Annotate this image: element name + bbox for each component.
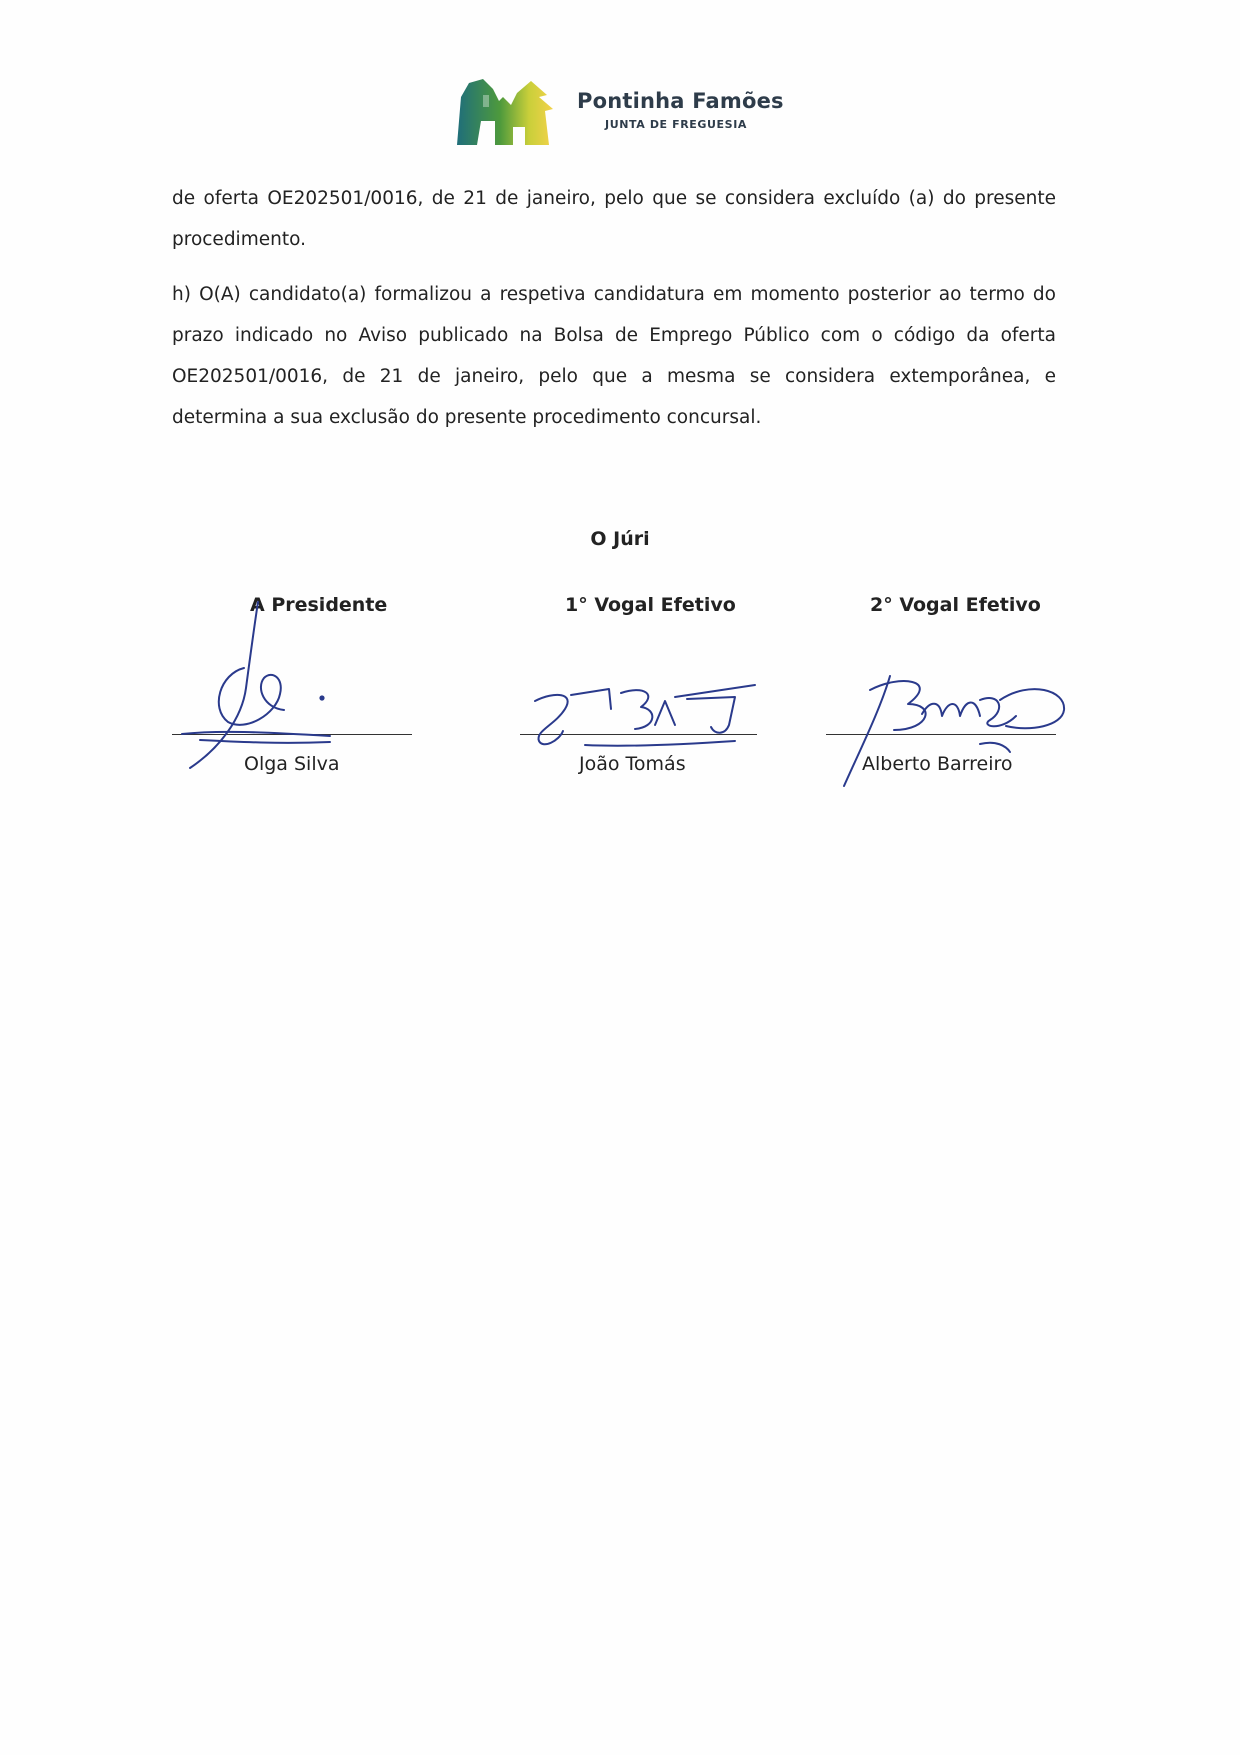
- signature-line-first-vogal: [520, 734, 757, 735]
- jury-title: O Júri: [590, 528, 650, 550]
- role-second-vogal: 2° Vogal Efetivo: [870, 594, 1041, 616]
- org-name: Pontinha Famões: [577, 89, 784, 113]
- role-president: A Presidente: [250, 594, 388, 616]
- signature-line-second-vogal: [826, 734, 1056, 735]
- org-subtitle: JUNTA DE FREGUESIA: [605, 118, 747, 131]
- role-first-vogal: 1° Vogal Efetivo: [565, 594, 736, 616]
- document-body: [172, 178, 1056, 452]
- signer-name-president: Olga Silva: [244, 753, 340, 775]
- house-logo-icon: [455, 75, 565, 147]
- paragraph-item-h: h) O(A) candidato(a) formalizou a respetiva candidatura em momento posterior ao termo do prazo indicado no Aviso publicado na Bolsa de Emprego Público com o código da oferta OE202501/0016, de 21 de janeiro, pelo que a mesma se considera extemporânea, e determina a sua exclusão do presente procedimento concursal.: [172, 284, 1056, 428]
- org-logo: [455, 75, 785, 147]
- signature-line-president: [172, 734, 412, 735]
- handwritten-signature-first-vogal: [525, 675, 775, 755]
- signer-name-second-vogal: Alberto Barreiro: [862, 753, 1013, 775]
- handwritten-signature-president: [180, 598, 360, 778]
- paragraph-continuation: de oferta OE202501/0016, de 21 de janeiro, pelo que se considera excluído (a) do presente procedimento.: [172, 188, 1056, 250]
- signer-name-first-vogal: João Tomás: [579, 753, 686, 775]
